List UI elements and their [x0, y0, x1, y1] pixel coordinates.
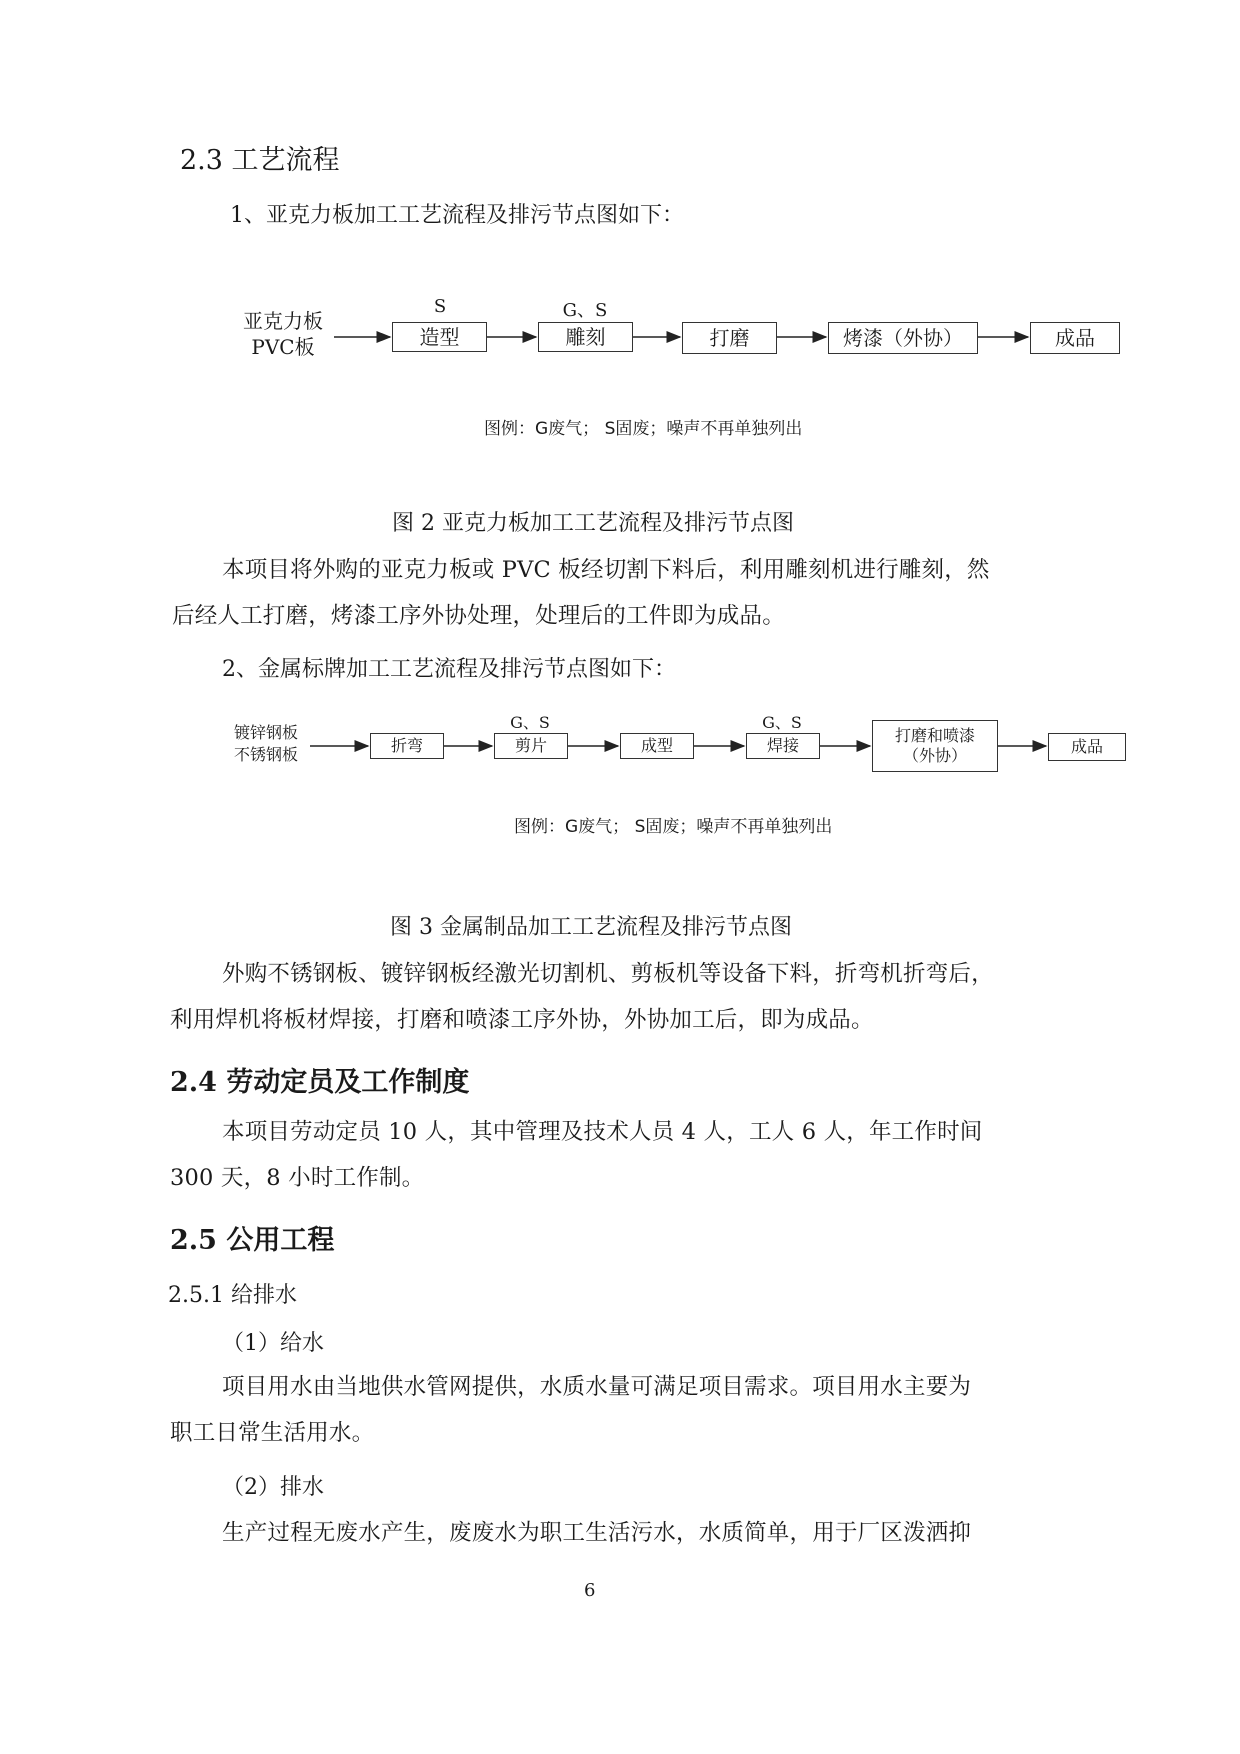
flow2-node-grinding-spraying-line1: 打磨和喷漆 — [894, 726, 975, 745]
flow1-tag-gs: G、S — [562, 300, 608, 321]
flow2-node-bending: 折弯 — [370, 733, 444, 759]
flow2-node-welding: 焊接 — [746, 733, 820, 759]
flow2-node-grinding-spraying — [872, 720, 998, 772]
staffing-line1: 本项目劳动定员 10 人，其中管理及技术人员 4 人，工人 6 人，年工作时间 — [222, 1119, 983, 1145]
page-number: 6 — [584, 1580, 596, 1601]
flow1-node-grinding: 打磨 — [682, 322, 777, 354]
flow2-node-cutting: 剪片 — [494, 733, 568, 759]
subsection-2-5-1: 2.5.1 给排水 — [168, 1283, 297, 1308]
flow2-input-line1: 镀锌钢板 — [233, 723, 298, 742]
flow2-input — [226, 722, 306, 766]
flow1-legend: 图例：G废气； S固废；噪声不再单独列出 — [484, 419, 803, 439]
flow2-tag-gs-2: G、S — [762, 713, 802, 732]
flow1-input-line1: 亚克力板 — [243, 309, 323, 333]
flow2-legend: 图例：G废气； S固废；噪声不再单独列出 — [514, 817, 833, 837]
flow2-node-product: 成品 — [1048, 733, 1126, 761]
flow2-input-line2: 不锈钢板 — [233, 745, 298, 764]
flow1-tag-s: S — [433, 296, 447, 317]
figure3-caption: 图 3 金属制品加工工艺流程及排污节点图 — [390, 915, 792, 940]
flow2-intro: 2、金属标牌加工工艺流程及排污节点图如下： — [222, 657, 676, 682]
water-supply-line1: 项目用水由当地供水管网提供，水质水量可满足项目需求。项目用水主要为 — [222, 1374, 972, 1400]
flow1-node-shaping: 造型 — [392, 322, 487, 352]
flow1-node-baking-paint: 烤漆（外协） — [828, 322, 978, 354]
flow1-node-product: 成品 — [1030, 322, 1120, 354]
staffing-line2: 300 天，8 小时工作制。 — [170, 1165, 425, 1191]
flow1-input — [238, 308, 328, 360]
flow1-intro: 1、亚克力板加工工艺流程及排污节点图如下： — [230, 203, 684, 228]
flow2-node-forming: 成型 — [620, 733, 694, 759]
drainage-title: （2）排水 — [222, 1475, 324, 1500]
water-supply-line2: 职工日常生活用水。 — [170, 1420, 375, 1446]
section-heading-2-3: 2.3 工艺流程 — [180, 145, 340, 176]
section-heading-2-5: 2.5 公用工程 — [170, 1225, 335, 1256]
flow2-node-grinding-spraying-line2: （外协） — [902, 746, 967, 765]
flow1-node-engraving: 雕刻 — [538, 322, 633, 352]
flow1-description-line1: 本项目将外购的亚克力板或 PVC 板经切割下料后，利用雕刻机进行雕刻，然 — [222, 557, 990, 583]
flow2-description-line2: 利用焊机将板材焊接，打磨和喷漆工序外协，外协加工后，即为成品。 — [170, 1007, 874, 1033]
drainage-line1: 生产过程无废水产生，废废水为职工生活污水，水质简单，用于厂区泼洒抑 — [222, 1520, 972, 1546]
water-supply-title: （1）给水 — [222, 1331, 324, 1356]
figure2-caption: 图 2 亚克力板加工工艺流程及排污节点图 — [392, 511, 794, 536]
section-heading-2-4: 2.4 劳动定员及工作制度 — [170, 1067, 470, 1098]
flow1-description-line2: 后经人工打磨，烤漆工序外协处理，处理后的工件即为成品。 — [172, 603, 785, 629]
flow2-description-line1: 外购不锈钢板、镀锌钢板经激光切割机、剪板机等设备下料，折弯机折弯后， — [222, 961, 994, 987]
flow2-tag-gs-1: G、S — [510, 713, 550, 732]
flow1-input-line2: PVC板 — [251, 335, 315, 359]
